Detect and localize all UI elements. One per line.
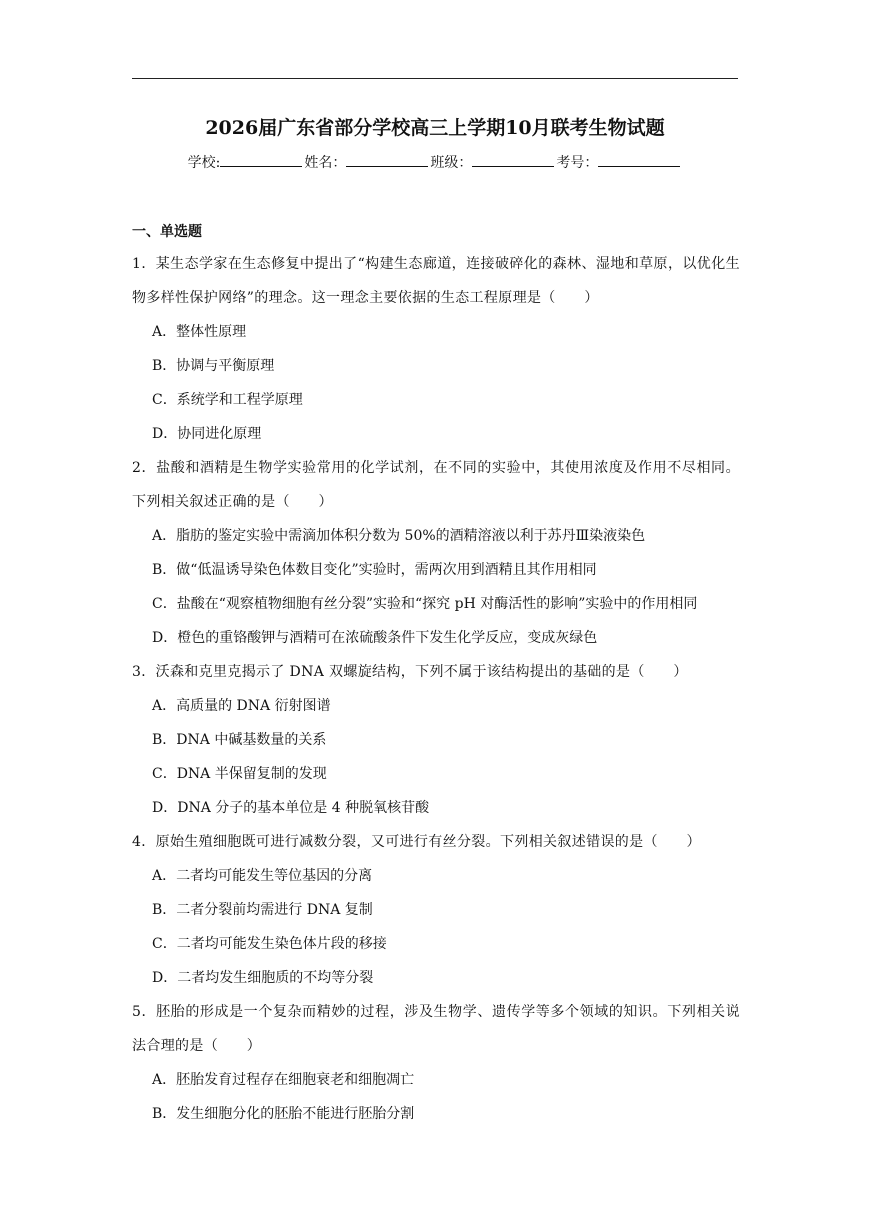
option-c[interactable]: C．系统学和工程学原理	[152, 392, 303, 408]
option-b[interactable]: B．二者分裂前均需进行 DNA 复制	[152, 902, 373, 918]
option-a[interactable]: A．整体性原理	[152, 324, 247, 340]
class-field[interactable]	[430, 150, 556, 176]
option-b[interactable]: B．DNA 中碱基数量的关系	[152, 732, 327, 748]
option-a[interactable]: A．二者均可能发生等位基因的分离	[152, 868, 373, 884]
exam-number-label: 考号：	[556, 155, 599, 171]
option-c[interactable]: C．DNA 半保留复制的发现	[152, 766, 327, 782]
question-5	[132, 995, 740, 1131]
class-label: 班级：	[430, 155, 473, 171]
question-stem: 3．沃森和克里克揭示了 DNA 双螺旋结构，下列不属于该结构提出的基础的是（ ）	[132, 664, 688, 680]
question-stem: 1．某生态学家在生态修复中提出了“构建生态廊道，连接破碎化的森林、湿地和草原，以优化生物多样性保护网络”的理念。这一理念主要依据的生态工程原理是（ ）	[132, 256, 740, 306]
option-a[interactable]: A．高质量的 DNA 衍射图谱	[152, 698, 331, 714]
exam-number-blank[interactable]	[598, 152, 680, 167]
question-4	[132, 825, 740, 995]
exam-title: 2026届广东省部分学校高三上学期10月联考生物试题	[205, 117, 665, 139]
option-b[interactable]: B．协调与平衡原理	[152, 358, 275, 374]
option-b[interactable]: B．做“低温诱导染色体数目变化”实验时，需两次用到酒精且其作用相同	[152, 562, 597, 578]
option-b[interactable]: B．发生细胞分化的胚胎不能进行胚胎分割	[152, 1106, 415, 1122]
school-field[interactable]	[188, 150, 305, 176]
question-stem: 4．原始生殖细胞既可进行减数分裂，又可进行有丝分裂。下列相关叙述错误的是（ ）	[132, 834, 701, 850]
question-list	[132, 247, 740, 1131]
option-c[interactable]: C．盐酸在“观察植物细胞有丝分裂”实验和“探究 pH 对酶活性的影响”实验中的作用相同	[152, 596, 698, 612]
student-info-line	[0, 150, 870, 176]
option-d[interactable]: D．协同进化原理	[152, 426, 262, 442]
option-a[interactable]: A．胚胎发育过程存在细胞衰老和细胞凋亡	[152, 1072, 415, 1088]
question-3	[132, 655, 740, 825]
exam-number-field[interactable]	[556, 150, 682, 176]
school-blank[interactable]	[220, 152, 302, 167]
option-d[interactable]: D．二者均发生细胞质的不均等分裂	[152, 970, 374, 986]
option-d[interactable]: D．橙色的重铬酸钾与酒精可在浓硫酸条件下发生化学反应，变成灰绿色	[152, 630, 598, 646]
option-a[interactable]: A．脂肪的鉴定实验中需滴加体积分数为 50%的酒精溶液以利于苏丹Ⅲ染液染色	[152, 528, 646, 544]
option-c[interactable]: C．二者均可能发生染色体片段的移接	[152, 936, 387, 952]
school-label: 学校:	[187, 155, 221, 171]
class-blank[interactable]	[472, 152, 554, 167]
header-rule	[132, 78, 738, 79]
question-2	[132, 451, 740, 655]
name-field[interactable]	[304, 150, 430, 176]
name-label: 姓名：	[304, 155, 347, 171]
option-d[interactable]: D．DNA 分子的基本单位是 4 种脱氧核苷酸	[152, 800, 430, 816]
question-stem: 2．盐酸和酒精是生物学实验常用的化学试剂，在不同的实验中，其使用浓度及作用不尽相同。下列相关叙述正确的是（ ）	[132, 460, 740, 510]
question-1	[132, 247, 740, 451]
section-title: 一、单选题	[132, 224, 202, 240]
question-stem: 5．胚胎的形成是一个复杂而精妙的过程，涉及生物学、遗传学等多个领域的知识。下列相关说法合理的是（ ）	[132, 1004, 740, 1054]
name-blank[interactable]	[346, 152, 428, 167]
